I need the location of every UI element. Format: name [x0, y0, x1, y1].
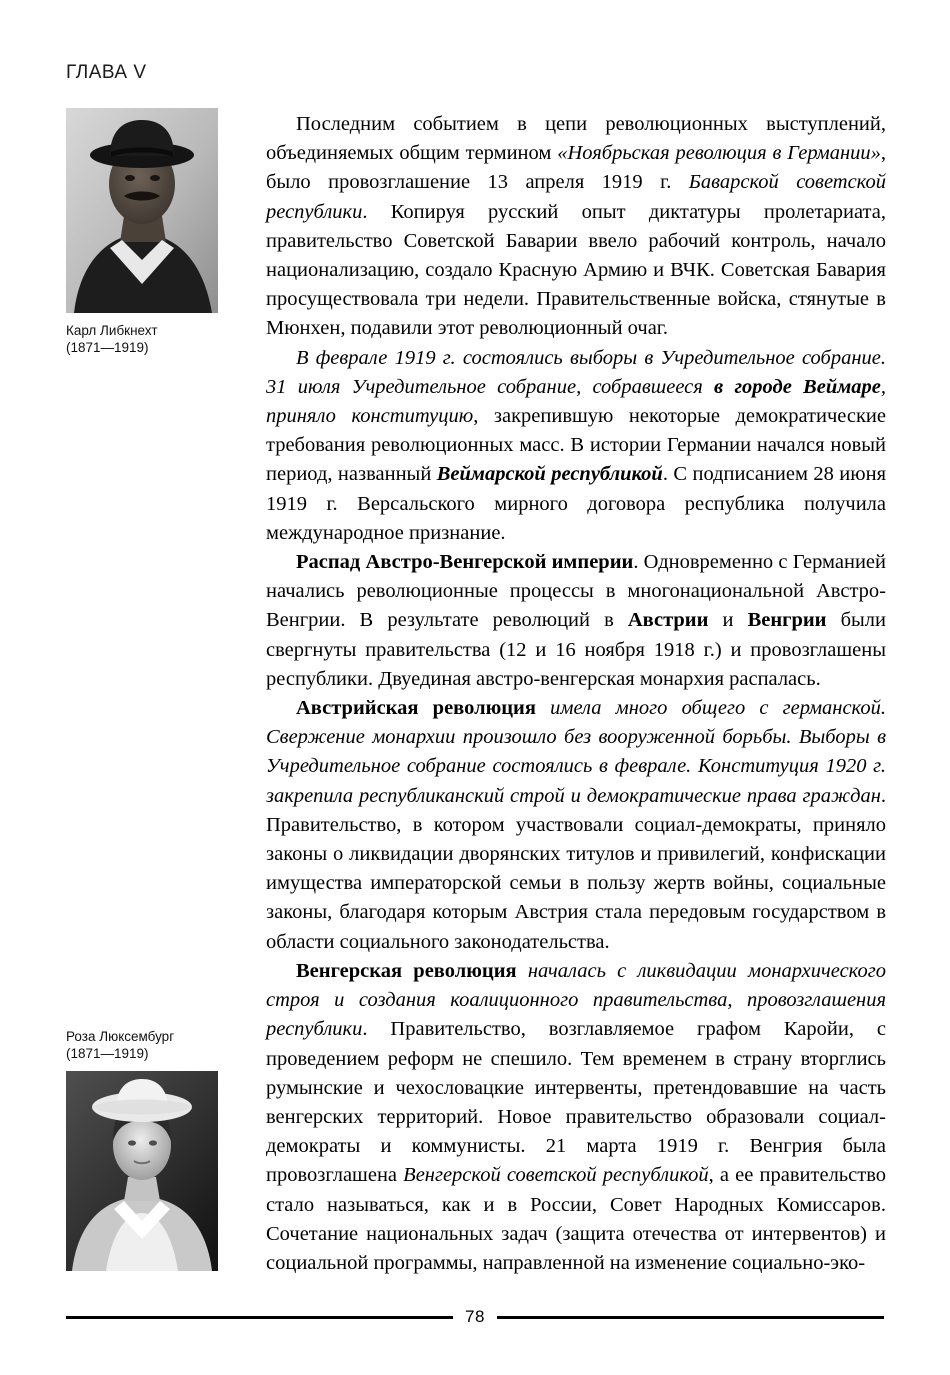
text-run-bold: Распад Австро-Венгерской империи	[296, 551, 634, 574]
text-run: и	[708, 609, 748, 632]
text-run: . Правительство, в котором участвовали социал-демократы, приняло законы о ликвидации дворянских титулов и привилегий, конфискации имущества императорской семьи в пользу жертв войны, социальные законы, благодаря которым Австрия стала передовым государством в области социального законодательства.	[266, 784, 886, 953]
paragraph-3	[266, 548, 886, 694]
text-run: . Одновременно с Германией начались революционные процессы в многонациональной Австро-Венгрии. В результате революций в	[266, 551, 886, 632]
text-run-bold: Венгерская революция	[296, 959, 517, 982]
text-run-italic: имела много общего с германской. Свержение монархии произошло без вооруженной борьбы. Выборы в Учредительное собрание состоялись в феврале. Конституция 1920 г. закрепила республиканский строй и демократические права граждан	[266, 697, 886, 807]
page-footer	[66, 1307, 884, 1327]
portrait-karl-liebknecht-image	[66, 108, 218, 313]
footer-rule-left	[66, 1316, 453, 1319]
page-number: 78	[465, 1307, 485, 1326]
figure-caption-rosa-luxemburg	[66, 1028, 218, 1062]
text-run: Последним событием в цепи революционных выступлений, объединяемых общим термином	[266, 113, 886, 165]
figure-rosa-luxemburg	[66, 1028, 218, 1271]
figure-karl-liebknecht	[66, 108, 218, 356]
body-text	[266, 110, 886, 1278]
footer-rule-right	[497, 1316, 884, 1319]
paragraph-1	[266, 110, 886, 344]
text-run: . С подписанием 28 июня 1919 г. Версальского мирного договора республика получила международное признание.	[266, 463, 886, 544]
figure-caption-karl-liebknecht	[66, 322, 218, 356]
text-run: . Копируя русский опыт диктатуры пролетариата, правительство Советской Баварии ввело рабочий контроль, начало национализацию, создало Красную Армию и ВЧК. Советская Бавария просуществовала три недели. Правительственные войска, стянутые в Мюнхен, подавили этот революционный очаг.	[266, 200, 886, 340]
text-run-italic: началась с ликвидации монархического строя и создания коалиционного правительства, провозглашения республики	[266, 959, 886, 1041]
text-run-italic: Венгерской советской республикой	[403, 1164, 709, 1187]
text-run: . Правительство, возглавляемое графом Каройи, с проведением реформ не спешило. Тем временем в страну вторглись румынские и чехословацкие интервенты, претендовавшие на часть венгерских территорий. Новое правительство образовали социал-демократы и коммунисты. 21 марта 1919 г. Венгрия была провозглашена	[266, 1018, 886, 1187]
text-run-bold-italic: Веймарской республикой	[436, 463, 663, 486]
text-run: , было провозглашение 13 апреля 1919 г.	[266, 142, 886, 194]
paragraph-4	[266, 694, 886, 957]
text-run: , закрепившую некоторые демократические требования революционных масс. В истории Германии начался новый период, названный	[266, 405, 887, 486]
figure-name: Карл Либкнехт	[66, 323, 158, 338]
portrait-rosa-luxemburg-image	[66, 1071, 218, 1271]
figure-name: Роза Люксембург	[66, 1029, 175, 1044]
paragraph-2	[266, 344, 886, 548]
text-run: , а ее правительство стало называться, как и в России, Совет Народных Комиссаров. Сочетание национальных задач (защита отечества от интервентов) и социальной программы, направленной на изменение социально-эко-	[266, 1164, 886, 1274]
text-run-italic: «Ноябрьская революция в Германии»	[557, 142, 881, 165]
text-run-italic: Баварской советской республики	[266, 171, 886, 223]
figure-years: (1871—1919)	[66, 1046, 149, 1061]
text-run: были свергнуты правительства (12 и 16 ноября 1918 г.) и провозглашены республики. Двуединая австро-венгерская монархия распалась.	[266, 609, 886, 690]
text-run-italic: В феврале 1919 г. состоялись выборы в Учредительное собрание. 31 июля Учредительное собрание, собравшееся	[266, 346, 886, 398]
paragraph-5	[266, 957, 886, 1278]
text-run-bold: Венгрии	[747, 609, 827, 632]
text-run-bold-italic: в городе Веймаре	[714, 375, 881, 398]
text-run-italic: , приняло конституцию	[266, 375, 886, 428]
figure-years: (1871—1919)	[66, 340, 149, 355]
text-run-bold: Австрии	[627, 609, 709, 632]
text-run-bold: Австрийская революция	[296, 697, 536, 720]
chapter-heading: ГЛАВА V	[66, 62, 147, 83]
